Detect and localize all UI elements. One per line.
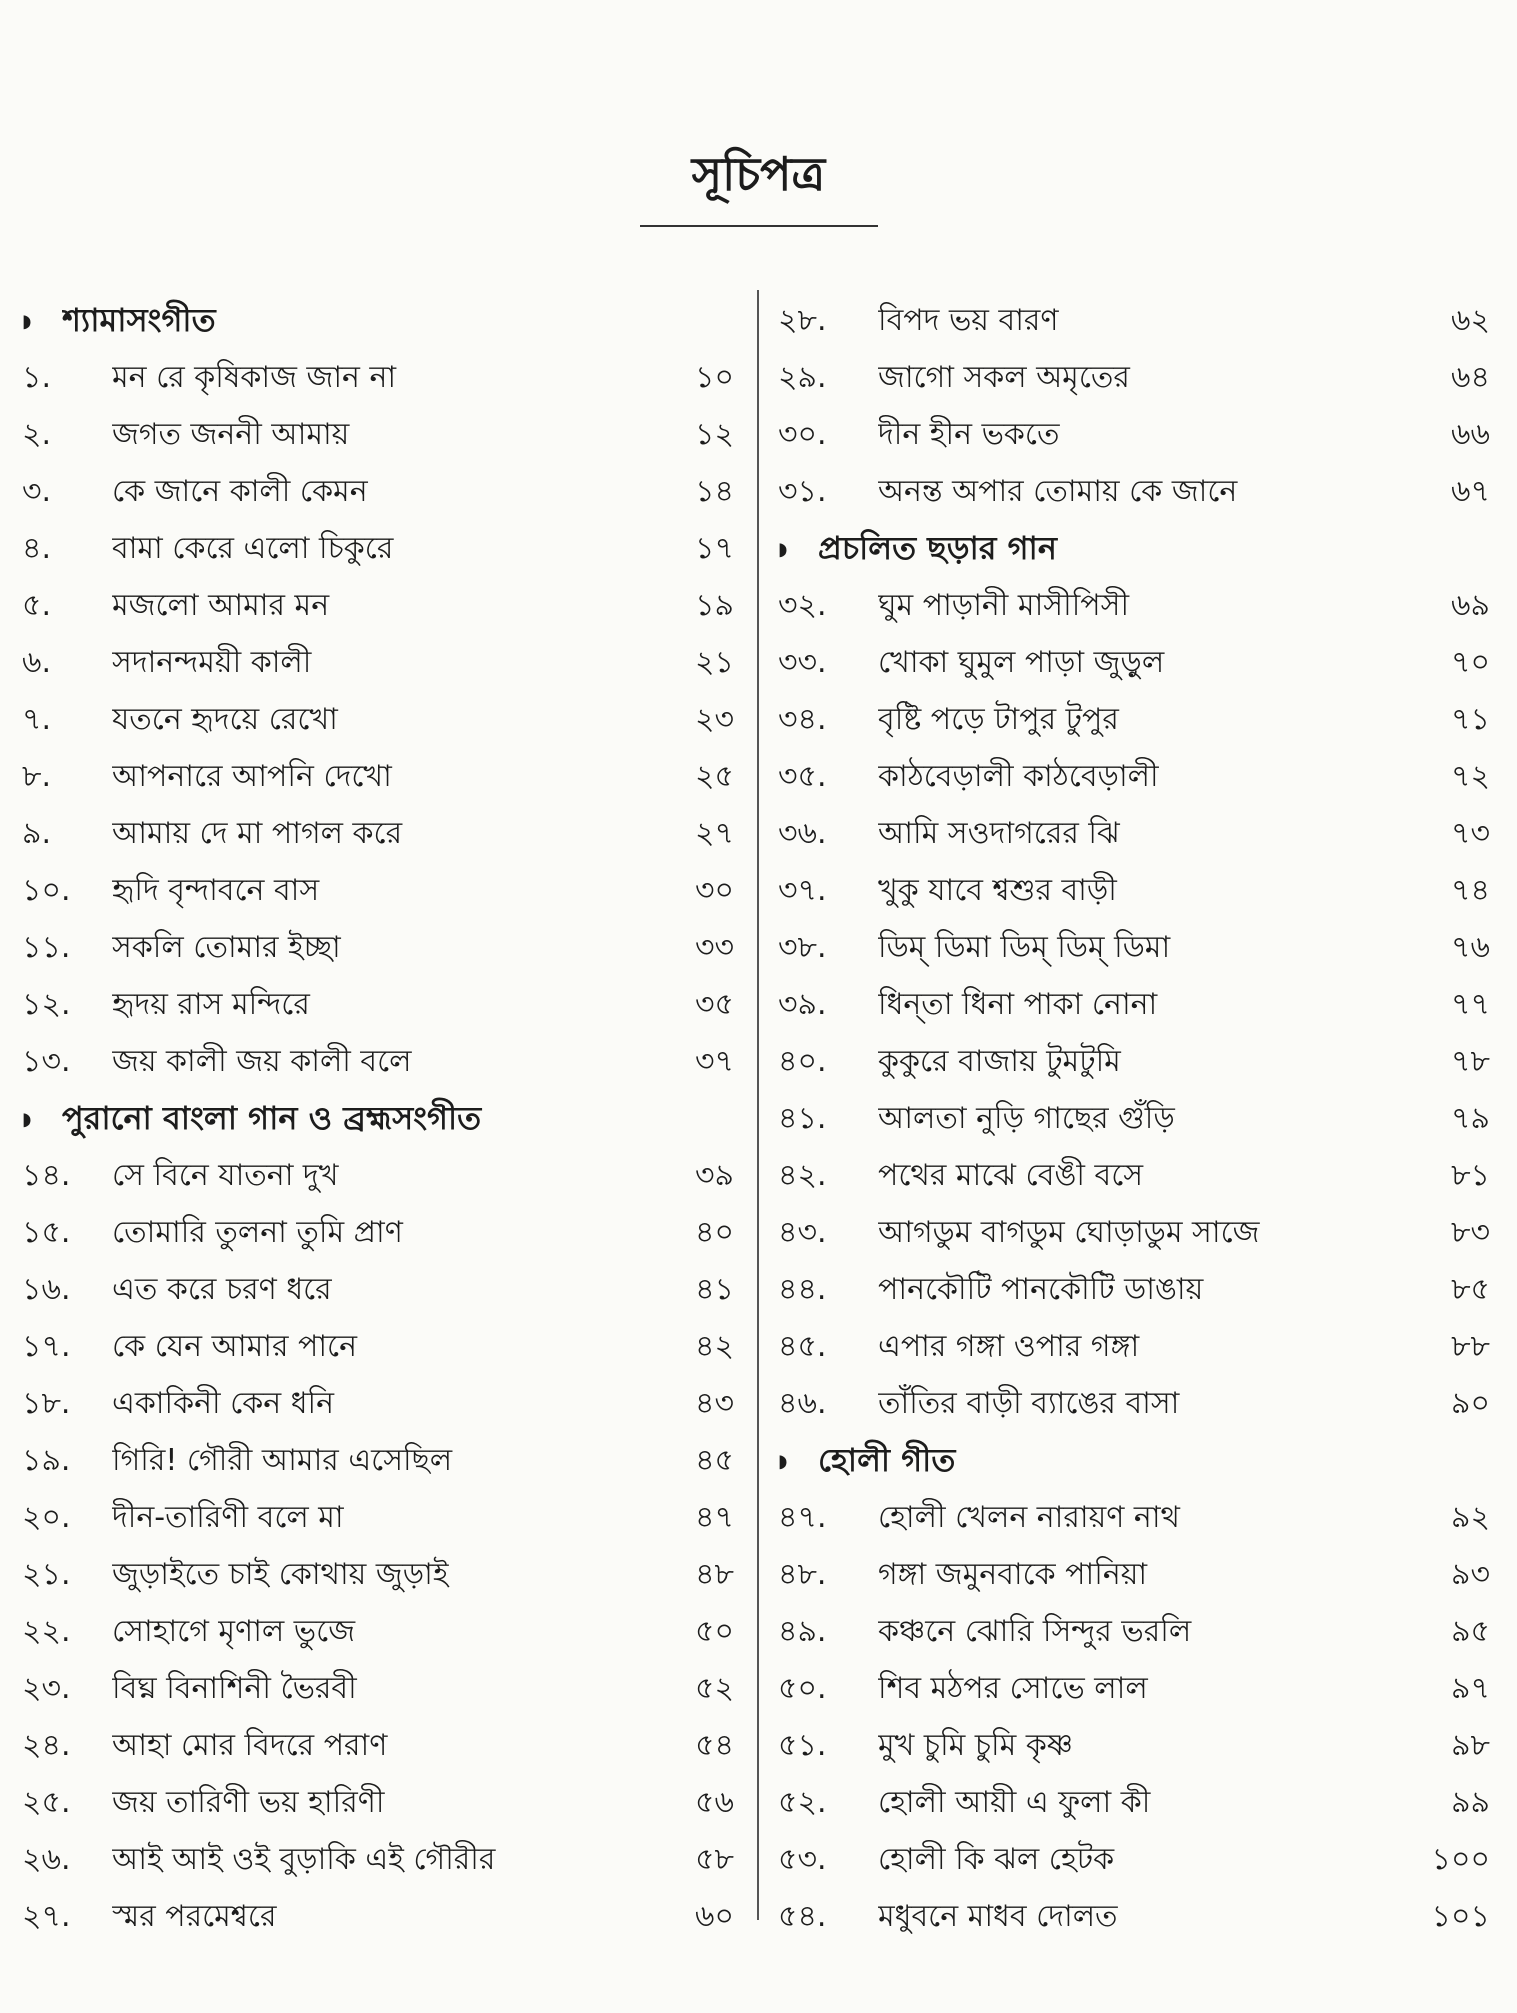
entry-number: ১০. bbox=[22, 873, 71, 908]
entry-title: জয় কালী জয় কালী বলে bbox=[112, 1044, 412, 1079]
entry-page-number: ৫৬ bbox=[695, 1785, 734, 1820]
entry-title: ঘুম পাড়ানী মাসীপিসী bbox=[878, 588, 1130, 623]
entry-page-number: ১২ bbox=[695, 417, 734, 452]
entry-number: ৪. bbox=[22, 531, 52, 566]
toc-entry bbox=[22, 1889, 734, 1946]
entry-title: হোলী কি ঝল হেটক bbox=[878, 1842, 1115, 1877]
entry-page-number: ৯০ bbox=[1451, 1386, 1490, 1421]
toc-entry bbox=[22, 1433, 734, 1490]
section-heading bbox=[778, 521, 1490, 578]
entry-page-number: ৮৩ bbox=[1451, 1215, 1490, 1250]
entry-number: ১৫. bbox=[22, 1215, 71, 1250]
toc-entry bbox=[22, 1832, 734, 1889]
entry-page-number: ৭০ bbox=[1450, 645, 1490, 680]
entry-page-number: ৮১ bbox=[1451, 1158, 1490, 1193]
toc-entry bbox=[22, 1148, 734, 1205]
left-column bbox=[22, 293, 734, 1934]
toc-entry bbox=[778, 1091, 1490, 1148]
bullet-icon: ◗ bbox=[778, 539, 788, 560]
entry-number: ২৯. bbox=[778, 360, 827, 395]
entry-number: ৩. bbox=[22, 474, 52, 509]
toc-entry bbox=[22, 863, 734, 920]
entry-page-number: ৯৭ bbox=[1451, 1671, 1490, 1706]
toc-entry bbox=[22, 350, 734, 407]
entry-number: ৪২. bbox=[778, 1158, 827, 1193]
entry-number: ৪৭. bbox=[778, 1500, 827, 1535]
entry-title: কঞ্চনে ঝোরি সিন্দুর ভরলি bbox=[878, 1614, 1192, 1649]
toc-entry bbox=[778, 1148, 1490, 1205]
entry-number: ২৮. bbox=[778, 303, 827, 338]
entry-page-number: ১৯ bbox=[695, 588, 734, 623]
entry-title: সে বিনে যাতনা দুখ bbox=[112, 1158, 339, 1193]
toc-entry bbox=[22, 1718, 734, 1775]
toc-entry bbox=[22, 749, 734, 806]
entry-page-number: ৪৩ bbox=[695, 1386, 734, 1421]
entry-title: ডিম্ ডিমা ডিম্ ডিম্ ডিমা bbox=[878, 930, 1171, 965]
title-underline bbox=[640, 225, 878, 227]
entry-title: আমায় দে মা পাগল করে bbox=[112, 816, 403, 851]
entry-number: ৪৪. bbox=[778, 1272, 827, 1307]
entry-page-number: ২৭ bbox=[694, 816, 734, 851]
entry-number: ৪৫. bbox=[778, 1329, 827, 1364]
entry-page-number: ৮৫ bbox=[1451, 1272, 1490, 1307]
entry-number: ৩৩. bbox=[778, 645, 827, 680]
toc-entry bbox=[22, 1547, 734, 1604]
entry-number: ২১. bbox=[22, 1557, 71, 1592]
entry-title: হোলী আয়ী এ ফুলা কী bbox=[878, 1785, 1151, 1820]
entry-number: ২৬. bbox=[22, 1842, 71, 1877]
toc-entry bbox=[778, 749, 1490, 806]
toc-entry bbox=[22, 692, 734, 749]
entry-title: দীন-তারিণী বলে মা bbox=[112, 1500, 344, 1535]
section-title: প্রচলিত ছড়ার গান bbox=[818, 528, 1057, 567]
entry-page-number: ১০০ bbox=[1431, 1842, 1490, 1877]
toc-entry bbox=[22, 407, 734, 464]
column-divider bbox=[757, 290, 759, 1920]
entry-title: এত করে চরণ ধরে bbox=[112, 1272, 332, 1307]
bullet-icon: ◗ bbox=[22, 1109, 32, 1130]
entry-number: ২৭. bbox=[22, 1899, 71, 1934]
entry-page-number: ৬৭ bbox=[1450, 474, 1490, 509]
toc-entry bbox=[778, 1775, 1490, 1832]
toc-entry bbox=[778, 1262, 1490, 1319]
entry-number: ১২. bbox=[22, 987, 71, 1022]
entry-title: জগত জননী আমায় bbox=[112, 417, 350, 452]
section-heading bbox=[22, 1091, 734, 1148]
toc-entry bbox=[778, 920, 1490, 977]
toc-entry bbox=[22, 1319, 734, 1376]
toc-entry bbox=[22, 521, 734, 578]
toc-entry bbox=[778, 1376, 1490, 1433]
entry-title: স্মর পরমেশ্বরে bbox=[112, 1899, 277, 1934]
entry-title: ধিন্‌তা ধিনা পাকা নোনা bbox=[878, 987, 1158, 1022]
toc-entry bbox=[22, 1205, 734, 1262]
entry-page-number: ২৩ bbox=[694, 702, 734, 737]
toc-entry bbox=[22, 1034, 734, 1091]
toc-entry bbox=[778, 1547, 1490, 1604]
toc-entry bbox=[22, 1490, 734, 1547]
entry-title: তাঁতির বাড়ী ব্যাঙের বাসা bbox=[878, 1386, 1180, 1421]
entry-page-number: ৯৮ bbox=[1451, 1728, 1490, 1763]
entry-number: ২৩. bbox=[22, 1671, 71, 1706]
toc-entry bbox=[778, 1718, 1490, 1775]
entry-title: কে জানে কালী কেমন bbox=[112, 474, 368, 509]
entry-page-number: ৫৪ bbox=[695, 1728, 734, 1763]
toc-entry bbox=[778, 407, 1490, 464]
section-title: শ্যামাসংগীত bbox=[62, 300, 216, 339]
toc-entry bbox=[778, 464, 1490, 521]
entry-number: ২০. bbox=[22, 1500, 71, 1535]
entry-number: ১. bbox=[22, 360, 52, 395]
entry-title: মন রে কৃষিকাজ জান না bbox=[112, 360, 397, 395]
entry-number: ২২. bbox=[22, 1614, 71, 1649]
entry-number: ৪৮. bbox=[778, 1557, 827, 1592]
toc-entry bbox=[778, 692, 1490, 749]
entry-page-number: ৭৭ bbox=[1450, 987, 1490, 1022]
toc-entry bbox=[22, 464, 734, 521]
toc-entry bbox=[778, 350, 1490, 407]
entry-title: শিব মঠপর সোভে লাল bbox=[878, 1671, 1148, 1706]
entry-number: ১৩. bbox=[22, 1044, 71, 1079]
entry-title: একাকিনী কেন ধনি bbox=[112, 1386, 335, 1421]
entry-number: ৪৬. bbox=[778, 1386, 827, 1421]
entry-number: ৮. bbox=[22, 759, 52, 794]
entry-page-number: ৪৫ bbox=[695, 1443, 734, 1478]
entry-number: ৫. bbox=[22, 588, 52, 623]
toc-entry bbox=[22, 578, 734, 635]
toc-entry bbox=[22, 977, 734, 1034]
entry-title: আপনারে আপনি দেখো bbox=[112, 759, 392, 794]
entry-title: হোলী খেলন নারায়ণ নাথ bbox=[878, 1500, 1180, 1535]
entry-title: যতনে হৃদয়ে রেখো bbox=[112, 702, 338, 737]
toc-entry bbox=[778, 1661, 1490, 1718]
entry-title: পানকৌটি পানকৌটি ডাঙায় bbox=[878, 1272, 1204, 1307]
toc-entry bbox=[778, 863, 1490, 920]
entry-page-number: ৩৯ bbox=[695, 1158, 734, 1193]
entry-page-number: ৩০ bbox=[694, 873, 734, 908]
entry-number: ৩৯. bbox=[778, 987, 827, 1022]
entry-title: আগডুম বাগডুম ঘোড়াডুম সাজে bbox=[878, 1215, 1260, 1250]
toc-entry bbox=[778, 635, 1490, 692]
entry-number: ১৮. bbox=[22, 1386, 71, 1421]
entry-page-number: ১৪ bbox=[695, 474, 734, 509]
entry-number: ৩৭. bbox=[778, 873, 827, 908]
entry-number: ২৫. bbox=[22, 1785, 71, 1820]
toc-entry bbox=[22, 635, 734, 692]
entry-page-number: ৪৭ bbox=[695, 1500, 734, 1535]
entry-page-number: ৩৫ bbox=[695, 987, 734, 1022]
entry-title: মজলো আমার মন bbox=[112, 588, 330, 623]
entry-page-number: ২১ bbox=[695, 645, 734, 680]
entry-title: সকলি তোমার ইচ্ছা bbox=[112, 930, 341, 965]
bullet-icon: ◗ bbox=[778, 1451, 788, 1472]
entry-number: ৫০. bbox=[778, 1671, 827, 1706]
entry-page-number: ৬৪ bbox=[1451, 360, 1490, 395]
entry-title: মুখ চুমি চুমি কৃষ্ণ bbox=[878, 1728, 1073, 1763]
entry-page-number: ৬৯ bbox=[1451, 588, 1490, 623]
entry-page-number: ৫২ bbox=[695, 1671, 734, 1706]
entry-number: ৩০. bbox=[778, 417, 827, 452]
entry-title: বামা কেরে এলো চিকুরে bbox=[112, 531, 394, 566]
entry-title: জুড়াইতে চাই কোথায় জুড়াই bbox=[112, 1557, 449, 1592]
entry-title: সোহাগে মৃণাল ভুজে bbox=[112, 1614, 356, 1649]
entry-page-number: ৭৬ bbox=[1450, 930, 1490, 965]
entry-number: ১১. bbox=[22, 930, 71, 965]
page-title: সূচিপত্র bbox=[691, 147, 826, 201]
entry-number: ৩২. bbox=[778, 588, 827, 623]
toc-entry bbox=[778, 1604, 1490, 1661]
entry-page-number: ৬২ bbox=[1450, 303, 1490, 338]
entry-title: সদানন্দময়ী কালী bbox=[112, 645, 312, 680]
entry-title: বিঘ্ন বিনাশিনী ভৈরবী bbox=[112, 1671, 357, 1706]
toc-entry bbox=[778, 1832, 1490, 1889]
toc-entry bbox=[778, 578, 1490, 635]
entry-number: ৬. bbox=[22, 645, 52, 680]
entry-page-number: ১৭ bbox=[695, 531, 734, 566]
entry-page-number: ১০ bbox=[695, 360, 734, 395]
entry-page-number: ৫৮ bbox=[695, 1842, 734, 1877]
entry-page-number: ৭১ bbox=[1451, 702, 1490, 737]
section-heading bbox=[778, 1433, 1490, 1490]
entry-title: আমি সওদাগরের ঝি bbox=[878, 816, 1120, 851]
entry-title: কে যেন আমার পানে bbox=[112, 1329, 358, 1364]
entry-number: ৪৯. bbox=[778, 1614, 827, 1649]
entry-page-number: ৭৯ bbox=[1451, 1101, 1490, 1136]
toc-entry bbox=[778, 1034, 1490, 1091]
entry-title: কুকুরে বাজায় টুমটুমি bbox=[878, 1044, 1121, 1079]
toc-entry bbox=[778, 977, 1490, 1034]
entry-number: ৯. bbox=[22, 816, 52, 851]
entry-number: ৫৪. bbox=[778, 1899, 827, 1934]
entry-page-number: ৪২ bbox=[695, 1329, 734, 1364]
toc-entry bbox=[22, 920, 734, 977]
entry-title: গঙ্গা জমুনবাকে পানিয়া bbox=[878, 1557, 1148, 1592]
bullet-icon: ◗ bbox=[22, 311, 32, 332]
toc-entry bbox=[22, 1604, 734, 1661]
entry-number: ৭. bbox=[22, 702, 52, 737]
entry-title: খুকু যাবে শ্বশুর বাড়ী bbox=[878, 873, 1117, 908]
entry-page-number: ৭৮ bbox=[1451, 1044, 1490, 1079]
entry-number: ৩৮. bbox=[778, 930, 827, 965]
entry-page-number: ৫০ bbox=[695, 1614, 734, 1649]
toc-entry bbox=[778, 1319, 1490, 1376]
entry-number: ৫৩. bbox=[778, 1842, 827, 1877]
entry-title: গিরি! গৌরী আমার এসেছিল bbox=[112, 1443, 453, 1478]
toc-entry bbox=[22, 806, 734, 863]
toc-entry bbox=[778, 806, 1490, 863]
entry-number: ৩১. bbox=[778, 474, 827, 509]
entry-title: এপার গঙ্গা ওপার গঙ্গা bbox=[878, 1329, 1140, 1364]
entry-page-number: ৩৩ bbox=[694, 930, 734, 965]
entry-page-number: ৪১ bbox=[695, 1272, 734, 1307]
entry-number: ২. bbox=[22, 417, 52, 452]
section-heading bbox=[22, 293, 734, 350]
right-column bbox=[778, 293, 1490, 1934]
entry-page-number: ৬৬ bbox=[1450, 417, 1490, 452]
entry-title: মধুবনে মাধব দোলত bbox=[878, 1899, 1118, 1934]
entry-page-number: ৭৩ bbox=[1450, 816, 1490, 851]
entry-title: বিপদ ভয় বারণ bbox=[878, 303, 1059, 338]
entry-number: ৫২. bbox=[778, 1785, 827, 1820]
toc-entry bbox=[22, 1376, 734, 1433]
entry-page-number: ৮৮ bbox=[1451, 1329, 1490, 1364]
entry-page-number: ৭২ bbox=[1450, 759, 1490, 794]
entry-number: ১৯. bbox=[22, 1443, 71, 1478]
entry-page-number: ১০১ bbox=[1431, 1899, 1490, 1934]
entry-title: খোকা ঘুমুল পাড়া জুড়ুল bbox=[878, 645, 1165, 680]
entry-title: অনন্ত অপার তোমায় কে জানে bbox=[878, 474, 1238, 509]
entry-number: ৪১. bbox=[778, 1101, 827, 1136]
entry-title: বৃষ্টি পড়ে টাপুর টুপুর bbox=[878, 702, 1119, 737]
entry-title: আলতা নুড়ি গাছের গুঁড়ি bbox=[878, 1101, 1175, 1136]
entry-page-number: ৪০ bbox=[695, 1215, 734, 1250]
entry-page-number: ৬০ bbox=[694, 1899, 734, 1934]
toc-entry bbox=[22, 1775, 734, 1832]
toc-entry bbox=[778, 1205, 1490, 1262]
entry-number: ৪৩. bbox=[778, 1215, 827, 1250]
entry-number: ১৬. bbox=[22, 1272, 71, 1307]
entry-title: আহা মোর বিদরে পরাণ bbox=[112, 1728, 388, 1763]
toc-entry bbox=[778, 1490, 1490, 1547]
entry-title: জয় তারিণী ভয় হারিণী bbox=[112, 1785, 385, 1820]
toc-entry bbox=[22, 1661, 734, 1718]
entry-page-number: ৯৯ bbox=[1451, 1785, 1490, 1820]
entry-title: আই আই ওই বুড়াকি এই গৌরীর bbox=[112, 1842, 496, 1877]
toc-entry bbox=[778, 1889, 1490, 1946]
entry-number: ৩৫. bbox=[778, 759, 827, 794]
entry-number: ৪০. bbox=[778, 1044, 827, 1079]
entry-page-number: ৯৫ bbox=[1451, 1614, 1490, 1649]
entry-page-number: ৩৭ bbox=[694, 1044, 734, 1079]
entry-page-number: ৯২ bbox=[1451, 1500, 1490, 1535]
entry-title: কাঠবেড়ালী কাঠবেড়ালী bbox=[878, 759, 1159, 794]
entry-page-number: ৯৩ bbox=[1451, 1557, 1490, 1592]
entry-page-number: ৪৮ bbox=[695, 1557, 734, 1592]
entry-number: ৩৪. bbox=[778, 702, 827, 737]
entry-number: ৫১. bbox=[778, 1728, 827, 1763]
entry-title: পথের মাঝে বেঙী বসে bbox=[878, 1158, 1144, 1193]
entry-page-number: ৭৪ bbox=[1451, 873, 1490, 908]
section-title: হোলী গীত bbox=[818, 1440, 956, 1479]
entry-number: ২৪. bbox=[22, 1728, 71, 1763]
entry-number: ৩৬. bbox=[778, 816, 827, 851]
entry-title: জাগো সকল অমৃতের bbox=[878, 360, 1130, 395]
entry-number: ১৪. bbox=[22, 1158, 71, 1193]
entry-page-number: ২৫ bbox=[695, 759, 734, 794]
section-title: পুরানো বাংলা গান ও ব্রহ্মসংগীত bbox=[62, 1098, 482, 1137]
entry-title: দীন হীন ভকতে bbox=[878, 417, 1060, 452]
entry-title: হৃদয় রাস মন্দিরে bbox=[112, 987, 310, 1022]
entry-title: হৃদি বৃন্দাবনে বাস bbox=[112, 873, 320, 908]
toc-entry bbox=[778, 293, 1490, 350]
toc-entry bbox=[22, 1262, 734, 1319]
entry-title: তোমারি তুলনা তুমি প্রাণ bbox=[112, 1215, 403, 1250]
entry-number: ১৭. bbox=[22, 1329, 71, 1364]
